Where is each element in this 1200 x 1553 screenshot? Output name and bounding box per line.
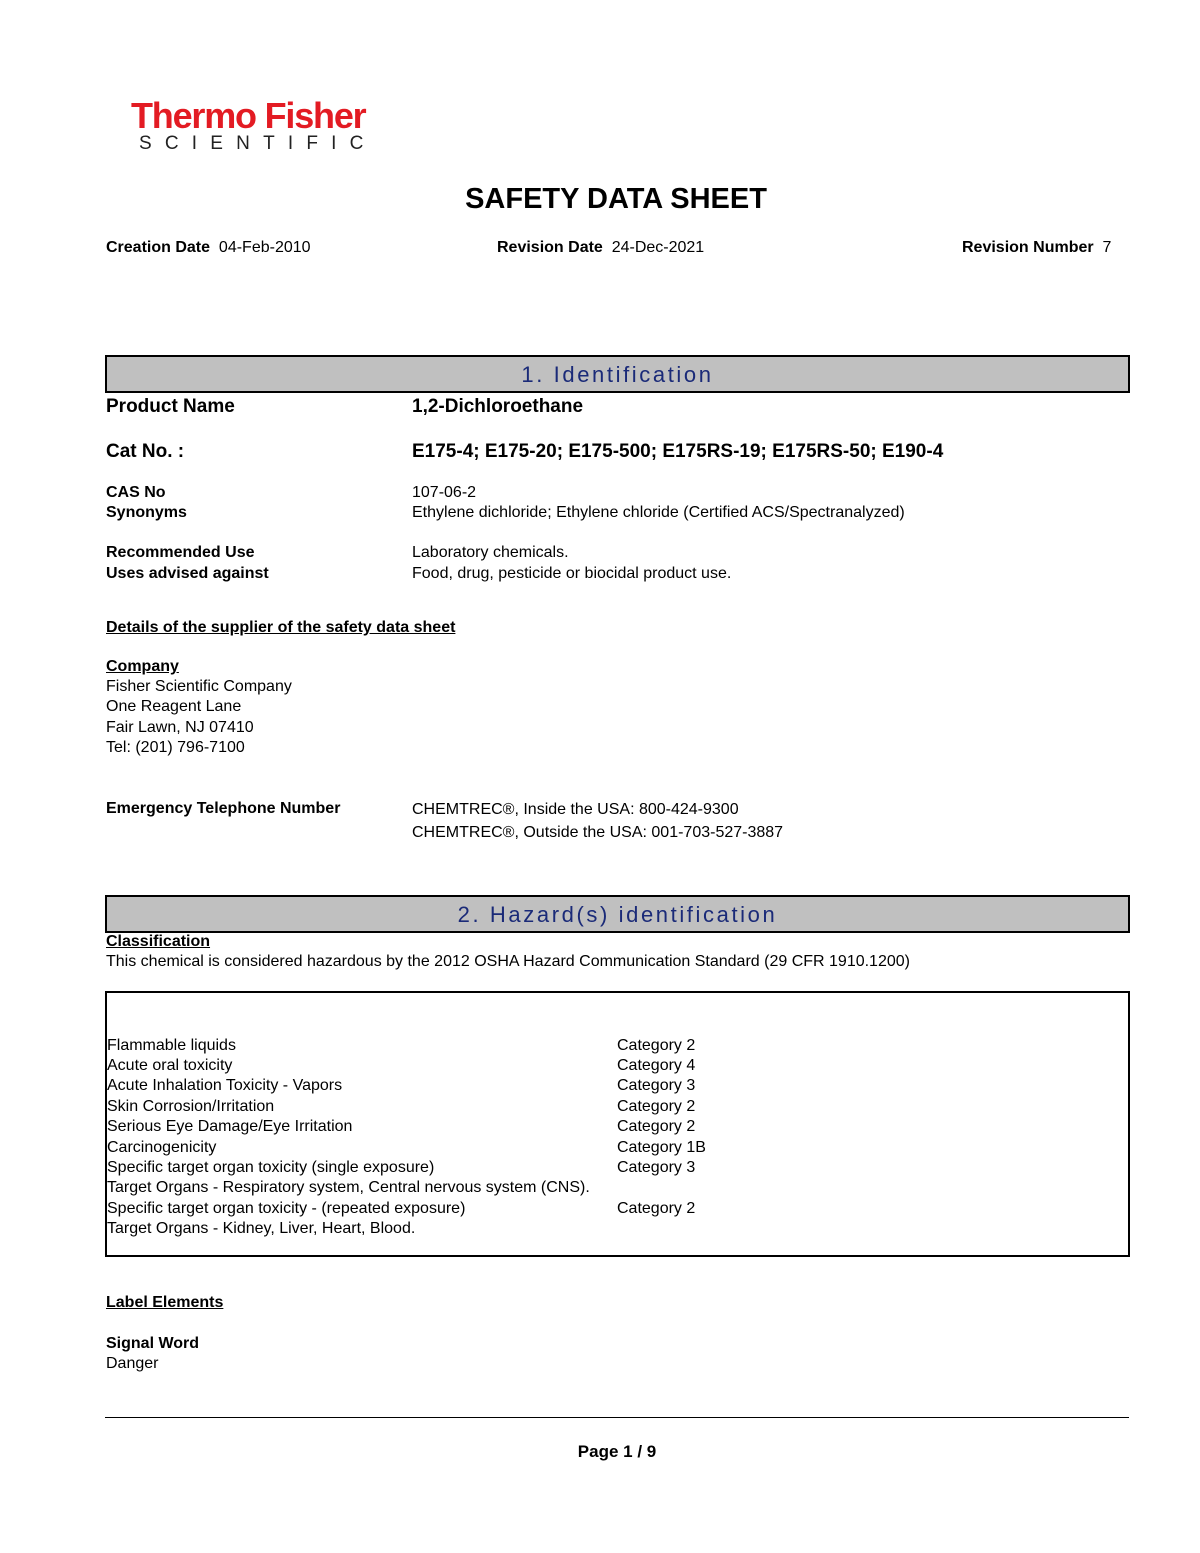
emergency-phone-label: Emergency Telephone Number — [106, 800, 341, 817]
creation-date-value: 04-Feb-2010 — [218, 239, 311, 256]
hazard-category: Category 4 — [617, 1057, 696, 1074]
hazard-category: Category 2 — [617, 1098, 696, 1115]
product-name-label: Product Name — [106, 396, 235, 417]
hazard-name: Serious Eye Damage/Eye Irritation — [107, 1118, 353, 1135]
company-city: Fair Lawn, NJ 07410 — [106, 719, 254, 736]
supplier-details-heading: Details of the supplier of the safety data sheet — [106, 619, 456, 636]
hazard-name: Acute oral toxicity — [107, 1057, 233, 1074]
hazard-name: Flammable liquids — [107, 1037, 236, 1054]
hazard-name: Skin Corrosion/Irritation — [107, 1098, 275, 1115]
section-1-header — [105, 355, 1130, 393]
hazard-name: Acute Inhalation Toxicity - Vapors — [107, 1077, 343, 1094]
hazard-category: Category 2 — [617, 1200, 696, 1217]
revision-number-label: Revision Number — [962, 239, 1094, 256]
synonyms-label: Synonyms — [106, 504, 187, 521]
hazard-category: Category 3 — [617, 1159, 696, 1176]
section-2-header — [105, 895, 1130, 933]
hazard-name: Carcinogenicity — [107, 1139, 217, 1156]
revision-date-label: Revision Date — [497, 239, 603, 256]
target-organs-repeated: Target Organs - Kidney, Liver, Heart, Blood. — [107, 1220, 416, 1237]
cat-no-label: Cat No. : — [106, 441, 185, 462]
revision-number — [962, 238, 1111, 258]
hazard-category: Category 2 — [617, 1118, 696, 1135]
recommended-use-value: Laboratory chemicals. — [412, 544, 569, 561]
company-phone: Tel: (201) 796-7100 — [106, 739, 245, 756]
emergency-phone-inside: CHEMTREC®, Inside the USA: 800-424-9300 — [412, 801, 739, 818]
revision-date-value: 24-Dec-2021 — [611, 239, 705, 256]
cas-no-value: 107-06-2 — [412, 484, 477, 501]
synonyms-value: Ethylene dichloride; Ethylene chloride (Certified ACS/Spectranalyzed) — [412, 504, 905, 521]
company-heading: Company — [106, 658, 179, 675]
classification-heading: Classification — [106, 933, 211, 950]
footer-divider — [105, 1417, 1129, 1418]
section-1-title: 1. Identification — [521, 362, 714, 387]
revision-number-value: 7 — [1102, 239, 1112, 256]
signal-word-label: Signal Word — [106, 1335, 200, 1352]
uses-advised-against-label: Uses advised against — [106, 565, 269, 582]
hazard-category: Category 2 — [617, 1037, 696, 1054]
target-organs-single: Target Organs - Respiratory system, Central nervous system (CNS). — [107, 1179, 590, 1196]
revision-date — [497, 238, 704, 258]
company-name: Fisher Scientific Company — [106, 678, 292, 695]
label-elements-heading: Label Elements — [106, 1294, 224, 1311]
hazard-name: Specific target organ toxicity (single exposure) — [107, 1159, 435, 1176]
document-title: SAFETY DATA SHEET — [465, 183, 767, 215]
page-number: Page 1 / 9 — [577, 1442, 657, 1461]
thermo-fisher-logo: Thermo Fisher — [131, 95, 366, 136]
creation-date-label: Creation Date — [106, 239, 211, 256]
emergency-phone-outside: CHEMTREC®, Outside the USA: 001-703-527-3887 — [412, 824, 784, 841]
hazard-category: Category 3 — [617, 1077, 696, 1094]
classification-text: This chemical is considered hazardous by the 2012 OSHA Hazard Communication Standard (29 CFR 1910.1200) — [106, 953, 910, 970]
product-name-value: 1,2-Dichloroethane — [412, 396, 584, 417]
creation-date — [106, 238, 311, 258]
company-street: One Reagent Lane — [106, 698, 242, 715]
hazard-name: Specific target organ toxicity - (repeated exposure) — [107, 1200, 466, 1217]
uses-advised-against-value: Food, drug, pesticide or biocidal product use. — [412, 565, 732, 582]
cas-no-label: CAS No — [106, 484, 166, 501]
signal-word-value: Danger — [106, 1355, 159, 1372]
cat-no-value: E175-4; E175-20; E175-500; E175RS-19; E175RS-50; E190-4 — [412, 441, 944, 462]
scientific-logo-text: SCIENTIFIC — [139, 133, 377, 154]
recommended-use-label: Recommended Use — [106, 544, 255, 561]
hazard-category: Category 1B — [617, 1139, 706, 1156]
section-2-title: 2. Hazard(s) identification — [457, 902, 778, 927]
